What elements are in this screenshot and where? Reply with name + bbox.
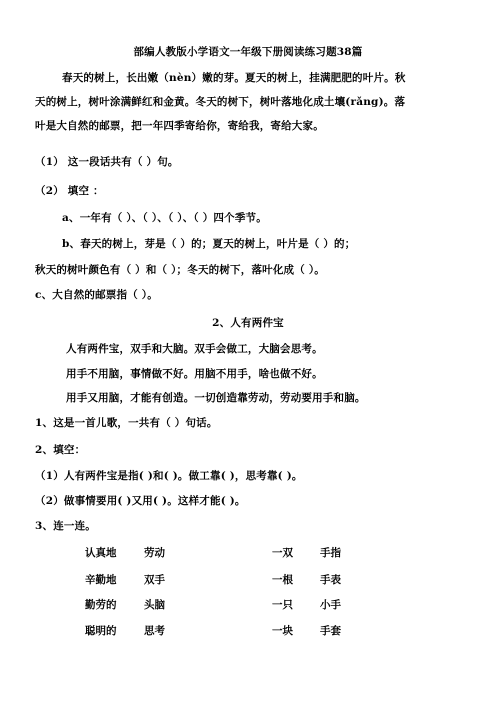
question-2a: a、一年有（ ）、（ ）、（ ）、（ ）四个季节。 (62, 212, 267, 224)
match-left-b-2: 双手 (144, 574, 165, 586)
section-2-question-2: 2、填空： (35, 444, 86, 456)
section-2-question-3: 3、连一连。 (35, 520, 97, 532)
poem-line-2: 用手不用脑，事情做不好。用脑不用手，啥也做不好。 (66, 368, 323, 380)
passage-line-3: 叶是大自然的邮票，把一年四季寄给你，寄给我，寄给大家。 (35, 120, 324, 132)
match-left-a-2: 辛勤地 (85, 574, 117, 586)
passage-line-2: 天的树上，树叶涂满鲜红和金黄。冬天的树下，树叶落地化成土壤(rǎng)。落 (35, 96, 406, 108)
match-right-a-3: 一只 (272, 599, 293, 611)
match-left-b-1: 劳动 (144, 547, 165, 559)
section-2-question-1: 1、这是一首儿歌，一共有（ ）句话。 (35, 417, 218, 429)
section-2-question-2b: （2）做事情要用( )又用( )。这样才能( )。 (35, 495, 246, 507)
question-2: （2） 填空 ： (35, 185, 104, 197)
match-left-b-3: 头脑 (144, 599, 165, 611)
match-right-b-4: 手套 (320, 625, 341, 637)
match-right-b-1: 手指 (320, 547, 341, 559)
question-2b-line-1: b、春天的树上，芽是（ ）的；夏天的树上，叶片是（ ）的； (62, 238, 356, 250)
question-2c: c、大自然的邮票指（ ）。 (35, 289, 158, 301)
match-left-a-3: 勤劳的 (85, 599, 117, 611)
document-title: 部编人教版小学语文一年级下册阅读练习题38篇 (133, 46, 363, 58)
passage-line-1: 春天的树上，长出嫩（nèn）嫩的芽。夏天的树上，挂满肥肥的叶片。秋 (62, 72, 406, 84)
question-2b-line-2: 秋天的树叶颜色有（ ）和（ ）；冬天的树下，落叶化成（ ）。 (35, 264, 325, 276)
match-right-b-3: 小手 (320, 599, 341, 611)
poem-line-3: 用手又用脑，才能有创造。一切创造靠劳动，劳动要用手和脑。 (66, 392, 366, 404)
match-right-b-2: 手表 (320, 574, 341, 586)
match-left-a-1: 认真地 (85, 547, 117, 559)
match-right-a-4: 一块 (272, 625, 293, 637)
question-1: （1） 这一段话共有（ ）句。 (35, 156, 179, 168)
match-left-b-4: 思考 (144, 625, 165, 637)
poem-line-1: 人有两件宝，双手和大脑。双手会做工，大脑会思考。 (66, 343, 323, 355)
match-right-a-2: 一根 (272, 574, 293, 586)
match-left-a-4: 聪明的 (85, 625, 117, 637)
section-2-title: 2、人有两件宝 (212, 317, 284, 329)
match-right-a-1: 一双 (272, 547, 293, 559)
section-2-question-2a: （1）人有两件宝是指( )和( )。做工靠( )，思考靠( )。 (35, 470, 303, 482)
